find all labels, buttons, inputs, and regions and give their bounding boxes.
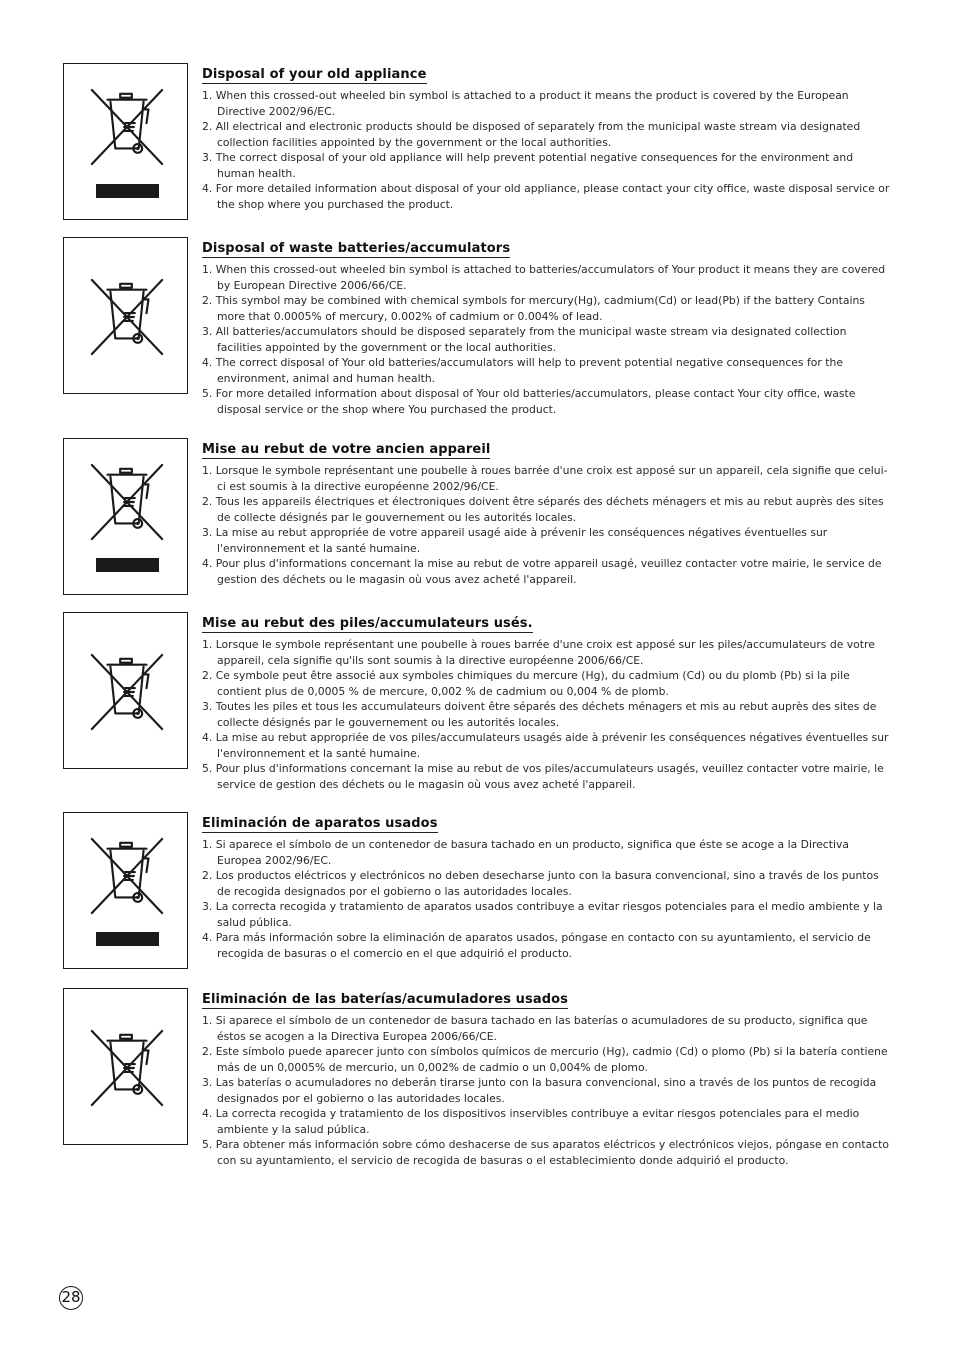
weee-symbol-box <box>63 237 188 394</box>
list-item: 1. Si aparece el símbolo de un contenedor de basura tachado en las baterías o acumuladores de su producto, significa que éstos se acogen a la Directiva Europea 2006/66/CE. <box>202 1014 868 1043</box>
crossed-out-wheeled-bin-icon <box>88 278 166 356</box>
section-mise-au-rebut-appareil <box>63 438 893 596</box>
section-heading: Mise au rebut de votre ancien appareil <box>202 442 491 457</box>
weee-symbol-box <box>63 812 188 969</box>
black-bar-icon <box>96 184 159 198</box>
section-heading: Disposal of waste batteries/accumulators <box>202 241 511 256</box>
section-mise-au-rebut-piles <box>63 612 893 802</box>
list-item: 3. All batteries/accumulators should be disposed separately from the municipal waste stream via designated collection facilities appointed by the government or the local authorities. <box>202 325 847 354</box>
list-item: 2. Los productos eléctricos y electrónicos no deben desecharse junto con la basura convencional, sino a través de los puntos de recogida designados por el gobierno o las autoridades locales. <box>202 869 879 898</box>
list-item: 3. The correct disposal of your old appliance will help prevent potential negative consequences for the environment and human health. <box>202 151 854 180</box>
list-item: 4. For more detailed information about disposal of your old appliance, please contact your city office, waste disposal service or the shop where you purchased the product. <box>202 182 890 211</box>
list-item: 2. Tous les appareils électriques et électroniques doivent être séparés des déchets ménagers et mis au rebut auprès des sites de collecte désignés par le gouvernement ou les autorités locales. <box>202 495 884 524</box>
list-item: 3. Las baterías o acumuladores no deberán tirarse junto con la basura convencional, sino a través de los puntos de recogida designados por el gobierno o las autoridades locales. <box>202 1076 877 1105</box>
crossed-out-wheeled-bin-icon <box>88 653 166 731</box>
list-item: 1. When this crossed-out wheeled bin symbol is attached to a product it means the product is covered by the European Directive 2002/96/EC. <box>202 89 849 118</box>
section-heading: Mise au rebut des piles/accumulateurs usés. <box>202 616 533 631</box>
list-item: 2. Este símbolo puede aparecer junto con símbolos químicos de mercurio (Hg), cadmio (Cd) o plomo (Pb) si la batería contiene más de un 0,0005% de mercurio, un 0,002% de cadmio o un 0,004% de plomo. <box>202 1045 888 1074</box>
section-eliminacion-baterias <box>63 988 893 1178</box>
list-item: 4. La mise au rebut appropriée de vos piles/accumulateurs usagés aide à prévenir les conséquences négatives éventuelles sur l'environnement et la santé humaine. <box>202 731 889 760</box>
numbered-list <box>202 262 893 417</box>
list-item: 3. La correcta recogida y tratamiento de aparatos usados contribuye a evitar riesgos potenciales para el medio ambiente y la salud pública. <box>202 900 883 929</box>
list-item: 4. Pour plus d'informations concernant la mise au rebut de votre appareil usagé, veuillez contacter votre mairie, le service de gestion des déchets ou le magasin où vous avez acheté l'appareil. <box>202 557 882 586</box>
weee-symbol-box <box>63 63 188 220</box>
section-heading: Eliminación de aparatos usados <box>202 816 438 831</box>
page-number: 28 <box>59 1286 83 1310</box>
list-item: 4. La correcta recogida y tratamiento de los dispositivos inservibles contribuye a evitar riesgos potenciales para el medio ambiente y la salud pública. <box>202 1107 860 1136</box>
list-item: 2. All electrical and electronic products should be disposed of separately from the municipal waste stream via designated collection facilities appointed by the government or the local authorities. <box>202 120 861 149</box>
list-item: 4. Para más información sobre la eliminación de aparatos usados, póngase en contacto con su ayuntamiento, el servicio de recogida de basuras o el comercio en el que adquirió el producto. <box>202 931 871 960</box>
weee-symbol-box <box>63 612 188 769</box>
numbered-list <box>202 837 893 961</box>
crossed-out-wheeled-bin-icon <box>88 463 166 541</box>
section-heading: Eliminación de las baterías/acumuladores usados <box>202 992 569 1007</box>
list-item: 5. Pour plus d'informations concernant la mise au rebut de vos piles/accumulateurs usagés, veuillez contacter votre mairie, le service de gestion des déchets ou le magasin où vous avez acheté l'appareil. <box>202 762 884 791</box>
list-item: 1. Lorsque le symbole représentant une poubelle à roues barrée d'une croix est apposé sur un appareil, cela signifie que celui-ci est soumis à la directive européenne 2002/96/CE. <box>202 464 888 493</box>
weee-symbol-box <box>63 438 188 595</box>
weee-symbol-box <box>63 988 188 1145</box>
list-item: 5. Para obtener más información sobre cómo deshacerse de sus aparatos eléctricos y electrónicos viejos, póngase en contacto con su ayuntamiento, el servicio de recogida de basuras o el establecimiento donde adquirió el producto. <box>202 1138 889 1167</box>
list-item: 5. For more detailed information about disposal of Your old batteries/accumulators, please contact Your city office, waste disposal service or the shop where You purchased the product. <box>202 387 856 416</box>
crossed-out-wheeled-bin-icon <box>88 88 166 166</box>
list-item: 4. The correct disposal of Your old batteries/accumulators will help to prevent potential negative consequences for the environment, animal and human health. <box>202 356 843 385</box>
list-item: 2. This symbol may be combined with chemical symbols for mercury(Hg), cadmium(Cd) or lead(Pb) if the battery Contains more that 0.0005% of mercury, 0.002% of cadmium or 0.004% of lead. <box>202 294 865 323</box>
list-item: 1. Lorsque le symbole représentant une poubelle à roues barrée d'une croix est apposé sur les piles/accumulateurs de votre appareil, cela signifie qu'ils sont soumis à la directive européenne 2006/66/CE. <box>202 638 875 667</box>
section-disposal-old-appliance <box>63 63 893 221</box>
list-item: 3. Toutes les piles et tous les accumulateurs doivent être séparés des déchets ménagers et mis au rebut auprès des sites de collecte désignés par le gouvernement ou les autorités locales. <box>202 700 877 729</box>
numbered-list <box>202 88 893 212</box>
list-item: 1. Si aparece el símbolo de un contenedor de basura tachado en un producto, significa que éste se acoge a la Directiva Europea 2002/96/EC. <box>202 838 849 867</box>
black-bar-icon <box>96 558 159 572</box>
crossed-out-wheeled-bin-icon <box>88 837 166 915</box>
numbered-list <box>202 1013 893 1168</box>
list-item: 1. When this crossed-out wheeled bin symbol is attached to batteries/accumulators of Your product it means they are covered by European Directive 2006/66/CE. <box>202 263 886 292</box>
section-disposal-batteries <box>63 237 893 427</box>
list-item: 3. La mise au rebut appropriée de votre appareil usagé aide à prévenir les conséquences négatives éventuelles sur l'environnement et la santé humaine. <box>202 526 828 555</box>
crossed-out-wheeled-bin-icon <box>88 1029 166 1107</box>
list-item: 2. Ce symbole peut être associé aux symboles chimiques du mercure (Hg), du cadmium (Cd) ou du plomb (Pb) si la pile contient plus de 0,0005 % de mercure, 0,002 % de cadmium ou 0,004 % de plomb. <box>202 669 850 698</box>
section-eliminacion-aparatos <box>63 812 893 972</box>
black-bar-icon <box>96 932 159 946</box>
numbered-list <box>202 637 893 792</box>
numbered-list <box>202 463 893 587</box>
section-heading: Disposal of your old appliance <box>202 67 427 82</box>
